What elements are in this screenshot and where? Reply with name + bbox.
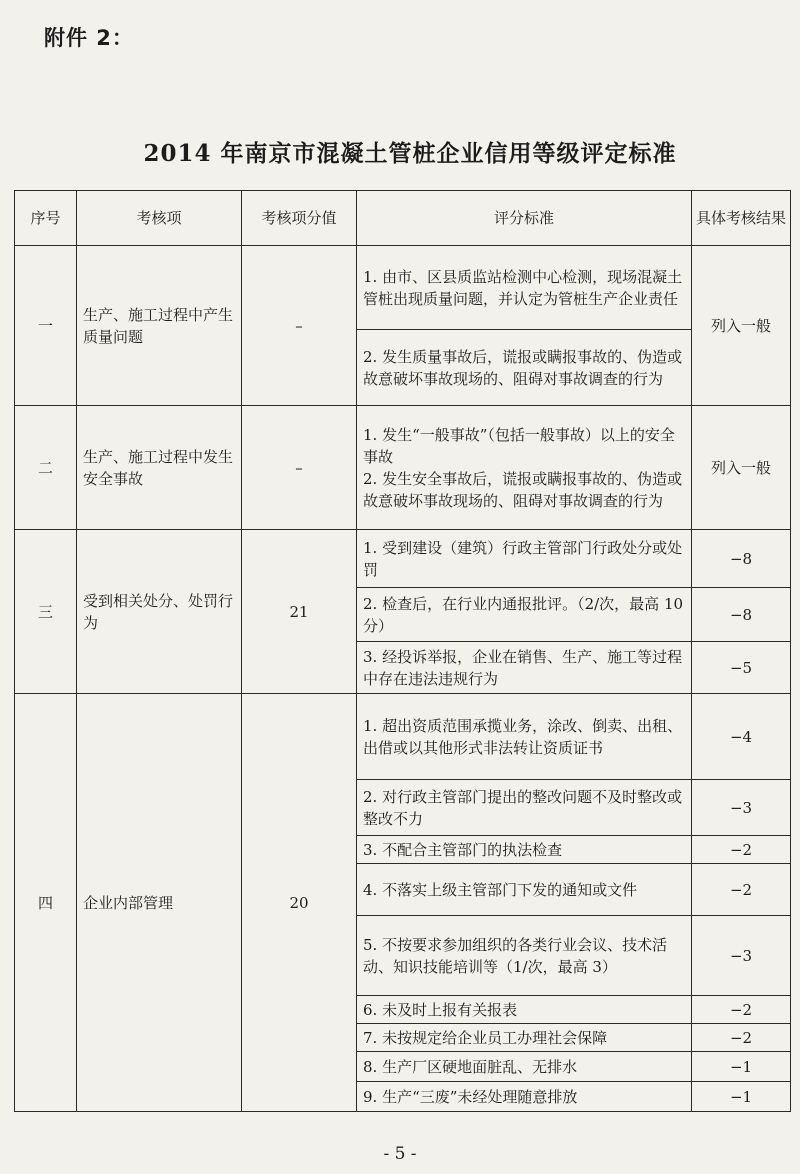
section-item: 受到相关处分、处罚行为 bbox=[77, 530, 242, 694]
criteria-cell: 3. 经投诉举报，企业在销售、生产、施工等过程中存在违法违规行为 bbox=[357, 642, 692, 694]
criteria-cell: 2. 检查后，在行业内通报批评。（2/次，最高 10 分） bbox=[357, 588, 692, 642]
criteria-cell: 1. 超出资质范围承揽业务，涂改、倒卖、出租、出借或以其他形式非法转让资质证书 bbox=[357, 694, 692, 780]
criteria-cell: 6. 未及时上报有关报表 bbox=[357, 996, 692, 1024]
section-score: – bbox=[242, 246, 357, 406]
result-cell: 列入一般 bbox=[692, 406, 791, 530]
section-item: 企业内部管理 bbox=[77, 694, 242, 1112]
result-cell: −3 bbox=[692, 916, 791, 996]
page-number: - 5 - bbox=[383, 1144, 417, 1164]
document-title: 2014 年南京市混凝土管桩企业信用等级评定标准 bbox=[143, 140, 677, 167]
criteria-cell: 5. 不按要求参加组织的各类行业会议、技术活动、知识技能培训等（1/次，最高 3） bbox=[357, 916, 692, 996]
criteria-cell: 7. 未按规定给企业员工办理社会保障 bbox=[357, 1024, 692, 1052]
table-row bbox=[15, 246, 791, 330]
result-cell: −1 bbox=[692, 1052, 791, 1082]
section-item: 生产、施工过程中产生质量问题 bbox=[77, 246, 242, 406]
section-seq: 一 bbox=[15, 246, 77, 406]
header-score: 考核项分值 bbox=[242, 191, 357, 246]
criteria-cell: 2. 发生质量事故后，谎报或瞒报事故的、伪造或故意破坏事故现场的、阻碍对事故调查的行为 bbox=[357, 330, 692, 406]
section-seq: 三 bbox=[15, 530, 77, 694]
header-result: 具体考核结果 bbox=[692, 191, 791, 246]
criteria-cell: 3. 不配合主管部门的执法检查 bbox=[357, 836, 692, 864]
header-seq: 序号 bbox=[15, 191, 77, 246]
header-criteria: 评分标准 bbox=[357, 191, 692, 246]
result-cell: −3 bbox=[692, 780, 791, 836]
criteria-cell: 1. 发生“一般事故”（包括一般事故）以上的安全事故 2. 发生安全事故后，谎报或瞒报事故的、伪造或故意破坏事故现场的、阻碍对事故调查的行为 bbox=[357, 406, 692, 530]
result-cell: −4 bbox=[692, 694, 791, 780]
result-cell: −8 bbox=[692, 588, 791, 642]
section-score: 20 bbox=[242, 694, 357, 1112]
result-cell: −8 bbox=[692, 530, 791, 588]
result-cell: −2 bbox=[692, 836, 791, 864]
result-cell: 列入一般 bbox=[692, 246, 791, 406]
criteria-cell: 1. 由市、区县质监站检测中心检测，现场混凝土管桩出现质量问题，并认定为管桩生产企业责任 bbox=[357, 246, 692, 330]
criteria-cell: 9. 生产“三废”未经处理随意排放 bbox=[357, 1082, 692, 1112]
section-score: – bbox=[242, 406, 357, 530]
table-row bbox=[15, 530, 791, 588]
rating-standard-table bbox=[14, 190, 791, 1112]
table-row bbox=[15, 694, 791, 780]
result-cell: −2 bbox=[692, 864, 791, 916]
result-cell: −2 bbox=[692, 1024, 791, 1052]
section-seq: 二 bbox=[15, 406, 77, 530]
result-cell: −1 bbox=[692, 1082, 791, 1112]
section-item: 生产、施工过程中发生安全事故 bbox=[77, 406, 242, 530]
criteria-cell: 1. 受到建设（建筑）行政主管部门行政处分或处罚 bbox=[357, 530, 692, 588]
header-item: 考核项 bbox=[77, 191, 242, 246]
criteria-cell: 4. 不落实上级主管部门下发的通知或文件 bbox=[357, 864, 692, 916]
result-cell: −2 bbox=[692, 996, 791, 1024]
criteria-cell: 8. 生产厂区硬地面脏乱、无排水 bbox=[357, 1052, 692, 1082]
table-row bbox=[15, 406, 791, 530]
section-score: 21 bbox=[242, 530, 357, 694]
attachment-label: 附件 2： bbox=[44, 26, 134, 50]
table-header-row bbox=[15, 191, 791, 246]
criteria-cell: 2. 对行政主管部门提出的整改问题不及时整改或整改不力 bbox=[357, 780, 692, 836]
result-cell: −5 bbox=[692, 642, 791, 694]
section-seq: 四 bbox=[15, 694, 77, 1112]
